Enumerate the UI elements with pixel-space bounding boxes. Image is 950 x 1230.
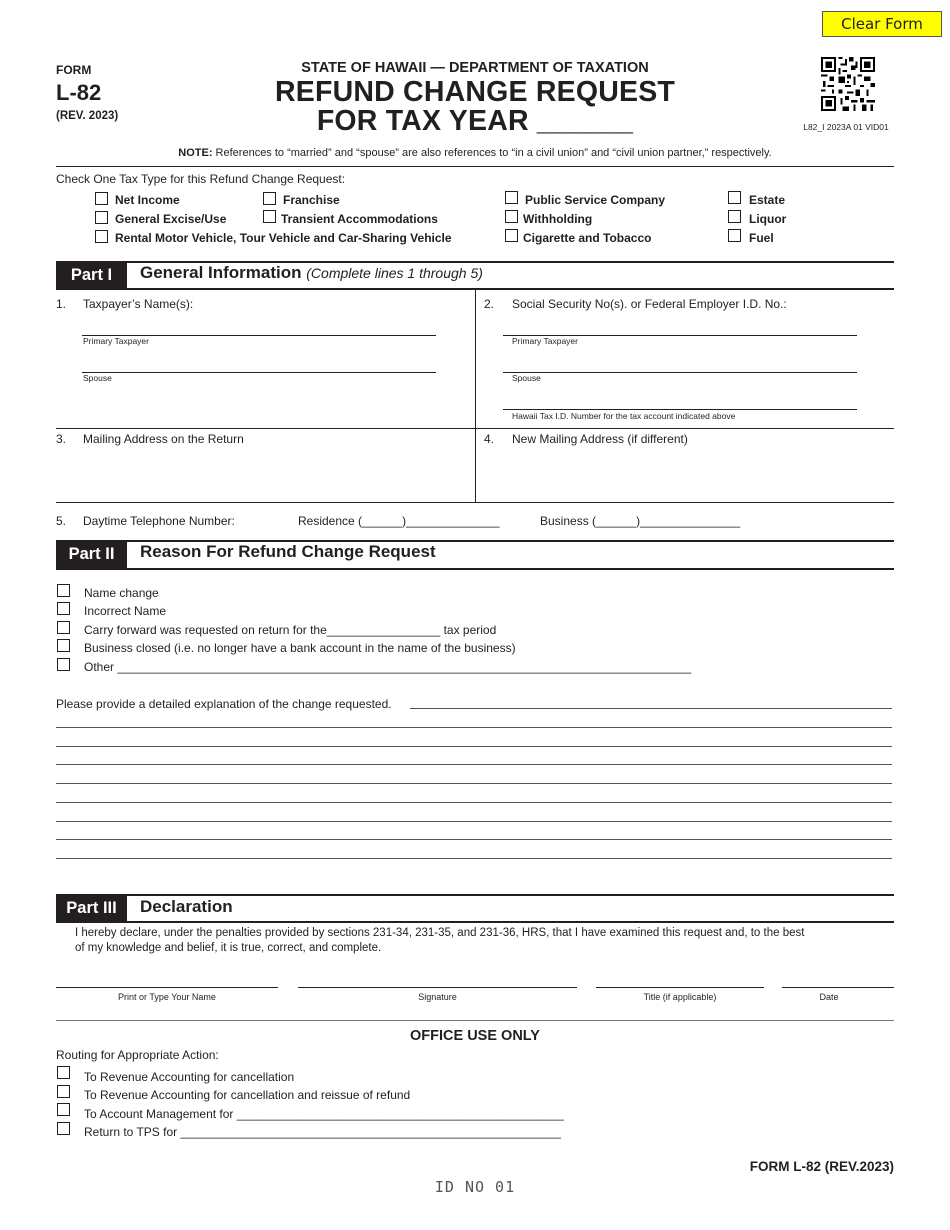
print-name-field[interactable] — [56, 987, 278, 988]
office-use-heading: OFFICE USE ONLY — [410, 1028, 540, 1044]
checkbox-rental-motor-vehicle[interactable] — [95, 230, 108, 243]
part2-title: Reason For Refund Change Request — [140, 542, 436, 561]
reason-label: Other ______________________________________________________________________________________ — [84, 660, 692, 674]
reason-label: Name change — [84, 586, 159, 600]
checkbox-fuel[interactable] — [728, 229, 741, 242]
tax-type-label: Estate — [749, 193, 786, 207]
reason-label: Business closed (i.e. no longer have a bank account in the name of the business) — [84, 641, 516, 655]
checkbox-account-management[interactable] — [57, 1103, 70, 1116]
hawaii-tax-id-caption: Hawaii Tax I.D. Number for the tax account indicated above — [512, 411, 736, 421]
declaration-line1: I hereby declare, under the penalties provided by sections 231-34, 231-35, and 231-36, HRS, that I have examined this request and, to the best — [75, 927, 805, 939]
column-divider — [475, 290, 476, 503]
checkbox-estate[interactable] — [728, 191, 741, 204]
checkbox-transient-accommodations[interactable] — [263, 210, 276, 223]
part1-tag: Part I — [56, 262, 127, 289]
explanation-line[interactable] — [56, 783, 892, 784]
footer-form-rev: FORM L-82 (REV.2023) — [749, 1159, 894, 1174]
reason-label: Carry forward was requested on return for the_________________ tax period — [84, 623, 497, 637]
explanation-prompt: Please provide a detailed explanation of the change requested. — [56, 697, 392, 711]
part2-tag: Part II — [56, 541, 127, 568]
checkbox-revenue-reissue[interactable] — [57, 1085, 70, 1098]
part1-heading — [140, 263, 483, 283]
line5-number: 5. — [56, 514, 67, 528]
tax-type-label: Liquor — [749, 212, 787, 226]
explanation-line[interactable] — [56, 727, 892, 728]
print-name-caption: Print or Type Your Name — [118, 992, 216, 1002]
tax-type-label: Franchise — [283, 193, 340, 207]
line4-label: New Mailing Address (if different) — [512, 432, 688, 446]
divider — [56, 568, 894, 570]
explanation-line[interactable] — [56, 764, 892, 765]
primary-taxpayer-caption: Primary Taxpayer — [512, 336, 578, 346]
spouse-caption: Spouse — [83, 373, 112, 383]
tax-type-label: Rental Motor Vehicle, Tour Vehicle and Car-Sharing Vehicle — [115, 231, 452, 245]
note-label: NOTE: — [178, 147, 213, 159]
signature-caption: Signature — [418, 992, 457, 1002]
checkbox-reason-other[interactable] — [57, 658, 70, 671]
divider — [56, 1020, 894, 1021]
routing-action-label: To Account Management for _________________________________________________ — [84, 1107, 564, 1121]
note-text: References to “married” and “spouse” are also references to “in a civil union” and “civil union partner,” respectively. — [212, 147, 772, 159]
tax-type-label: General Excise/Use — [115, 212, 227, 226]
signature-field[interactable] — [298, 987, 577, 988]
form-code: L82_I 2023A 01 VID01 — [803, 122, 889, 132]
part1-title: General Information — [140, 263, 302, 282]
checkbox-reason-name-change[interactable] — [57, 584, 70, 597]
spouse-name-field[interactable] — [82, 372, 436, 373]
part3-title: Declaration — [140, 897, 233, 916]
divider — [56, 894, 894, 896]
explanation-line[interactable] — [56, 746, 892, 747]
line5-label: Daytime Telephone Number: — [83, 514, 235, 528]
checkbox-liquor[interactable] — [728, 210, 741, 223]
reason-label: Incorrect Name — [84, 604, 167, 618]
routing-label: Routing for Appropriate Action: — [56, 1048, 219, 1062]
explanation-line[interactable] — [56, 802, 892, 803]
spouse-ssn-field[interactable] — [503, 372, 857, 373]
explanation-line[interactable] — [56, 839, 892, 840]
routing-action-label: To Revenue Accounting for cancellation and reissue of refund — [84, 1088, 411, 1102]
part3-tag: Part III — [56, 895, 127, 922]
tax-type-label: Net Income — [115, 193, 180, 207]
tax-type-label: Transient Accommodations — [281, 212, 438, 226]
primary-taxpayer-caption: Primary Taxpayer — [83, 336, 149, 346]
checkbox-reason-carry-forward[interactable] — [57, 621, 70, 634]
checkbox-return-to-tps[interactable] — [57, 1122, 70, 1135]
residence-phone-field[interactable]: Residence (______)______________ — [298, 514, 500, 528]
id-number: ID NO 01 — [434, 1178, 516, 1196]
routing-action-label: Return to TPS for _________________________________________________________ — [84, 1125, 561, 1139]
explanation-line[interactable] — [56, 858, 892, 859]
clear-form-button[interactable]: Clear Form — [822, 11, 942, 37]
line3-label: Mailing Address on the Return — [83, 432, 244, 446]
tax-type-label: Cigarette and Tobacco — [523, 231, 652, 245]
divider — [56, 428, 894, 429]
business-phone-field[interactable]: Business (______)_______________ — [540, 514, 741, 528]
divider — [56, 502, 894, 503]
date-caption: Date — [819, 992, 839, 1002]
line1-number: 1. — [56, 297, 67, 311]
line1-label: Taxpayer’s Name(s): — [83, 297, 194, 311]
tax-type-label: Public Service Company — [525, 193, 666, 207]
line4-number: 4. — [484, 432, 495, 446]
form-title-line2: FOR TAX YEAR ______ — [316, 105, 634, 137]
qr-code-icon — [821, 57, 875, 111]
routing-action-label: To Revenue Accounting for cancellation — [84, 1070, 295, 1084]
tax-type-label: Fuel — [749, 231, 774, 245]
checkbox-reason-business-closed[interactable] — [57, 639, 70, 652]
divider — [56, 921, 894, 923]
checkbox-reason-incorrect-name[interactable] — [57, 602, 70, 615]
divider — [56, 166, 894, 167]
line3-number: 3. — [56, 432, 67, 446]
title-caption: Title (if applicable) — [643, 992, 717, 1002]
checkbox-net-income[interactable] — [95, 192, 108, 205]
part1-subtitle: (Complete lines 1 through 5) — [306, 265, 483, 281]
declaration-line2: of my knowledge and belief, it is true, correct, and complete. — [75, 942, 382, 954]
explanation-field[interactable] — [410, 708, 892, 709]
hawaii-tax-id-field[interactable] — [503, 409, 857, 410]
checkbox-withholding[interactable] — [505, 210, 518, 223]
checkbox-franchise[interactable] — [263, 192, 276, 205]
tax-type-label: Withholding — [523, 212, 593, 226]
spouse-caption: Spouse — [512, 373, 541, 383]
form-title-line1: REFUND CHANGE REQUEST — [274, 76, 676, 108]
title-field[interactable] — [596, 987, 764, 988]
tax-type-prompt: Check One Tax Type for this Refund Change Request: — [56, 172, 346, 186]
checkbox-general-excise-use[interactable] — [95, 211, 108, 224]
form-revision: (REV. 2023) — [56, 110, 119, 122]
checkbox-public-service-company[interactable] — [505, 191, 518, 204]
checkbox-revenue-cancellation[interactable] — [57, 1066, 70, 1079]
checkbox-cigarette-tobacco[interactable] — [505, 229, 518, 242]
agency-name: STATE OF HAWAII — DEPARTMENT OF TAXATION — [301, 60, 649, 76]
line2-label: Social Security No(s). or Federal Employer I.D. No.: — [512, 297, 787, 311]
form-label: FORM — [56, 63, 92, 77]
line2-number: 2. — [484, 297, 495, 311]
date-field[interactable] — [782, 987, 894, 988]
explanation-line[interactable] — [56, 821, 892, 822]
note — [56, 147, 894, 159]
form-number: L-82 — [56, 80, 102, 105]
